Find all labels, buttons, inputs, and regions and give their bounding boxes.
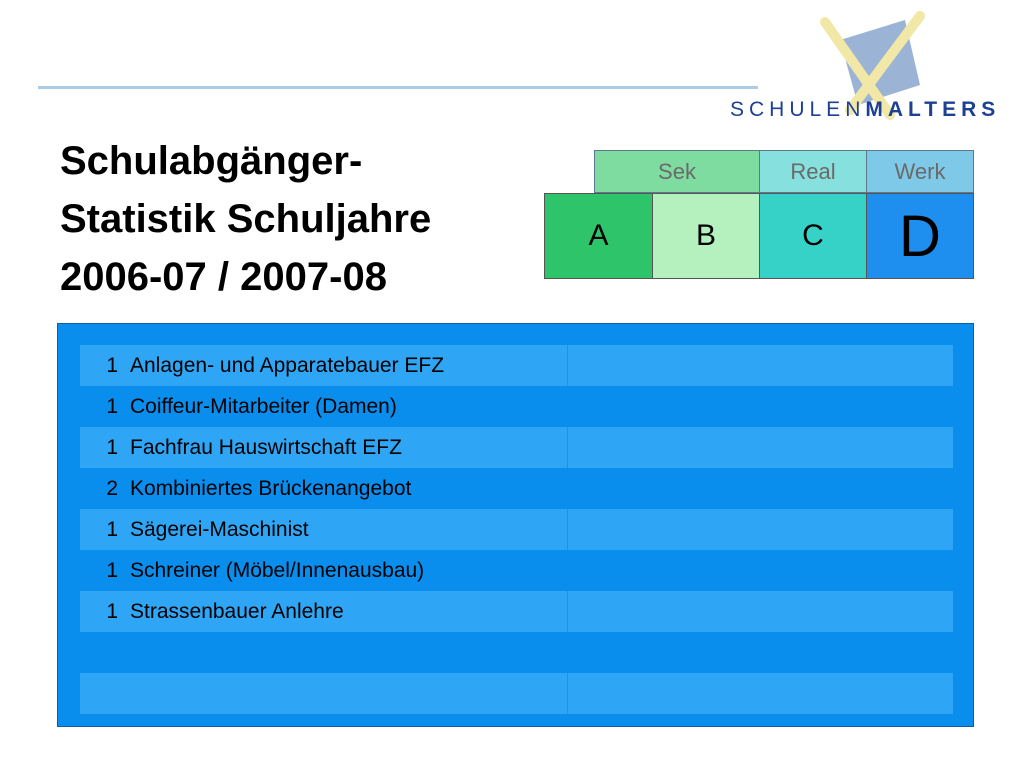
- level-cell-b: B: [652, 193, 760, 279]
- title-line-1: Schulabgänger-: [60, 139, 363, 183]
- list-item-count: 1: [106, 435, 118, 459]
- list-item-label: Fachfrau Hauswirtschaft EFZ: [130, 435, 402, 459]
- list-item-label: Sägerei-Maschinist: [130, 517, 309, 541]
- list-item: [80, 427, 953, 468]
- list-item: [80, 345, 953, 386]
- school-level-grid: [544, 150, 976, 280]
- list-item-label: Coiffeur-Mitarbeiter (Damen): [130, 394, 397, 418]
- header-cell-real: Real: [759, 150, 867, 193]
- level-cell-c: C: [759, 193, 867, 279]
- logo-wordmark: SCHULENMALTERS: [730, 98, 1001, 121]
- title-line-3: 2006-07 / 2007-08: [60, 255, 387, 299]
- list-item-label: Strassenbauer Anlehre: [130, 599, 344, 623]
- list-item-count: 1: [106, 558, 118, 582]
- apprenticeship-list-panel: [57, 323, 974, 727]
- list-item: [80, 673, 953, 714]
- list-item-count: 1: [106, 517, 118, 541]
- list-item: [80, 550, 953, 591]
- header-cell-werk: Werk: [866, 150, 974, 193]
- level-cell-a: A: [544, 193, 653, 279]
- list-item-label: Kombiniertes Brückenangebot: [130, 476, 412, 500]
- list-item: [80, 632, 953, 673]
- title-line-2: Statistik Schuljahre: [60, 197, 432, 241]
- list-item: [80, 386, 953, 427]
- list-item: [80, 509, 953, 550]
- list-item-count: 1: [106, 394, 118, 418]
- list-item: [80, 591, 953, 632]
- schulen-malters-logo: [725, 10, 1005, 135]
- level-cell-d: D: [866, 193, 974, 279]
- list-item-label: Anlagen- und Apparatebauer EFZ: [130, 353, 445, 377]
- list-item-label: Schreiner (Möbel/Innenausbau): [130, 558, 425, 582]
- list-item-count: 2: [106, 476, 118, 500]
- header-rule: [38, 86, 758, 89]
- list-item: [80, 468, 953, 509]
- list-item-count: 1: [106, 353, 118, 377]
- list-item-count: 1: [106, 599, 118, 623]
- header-cell-sek: Sek: [594, 150, 760, 193]
- page-title: [60, 132, 540, 306]
